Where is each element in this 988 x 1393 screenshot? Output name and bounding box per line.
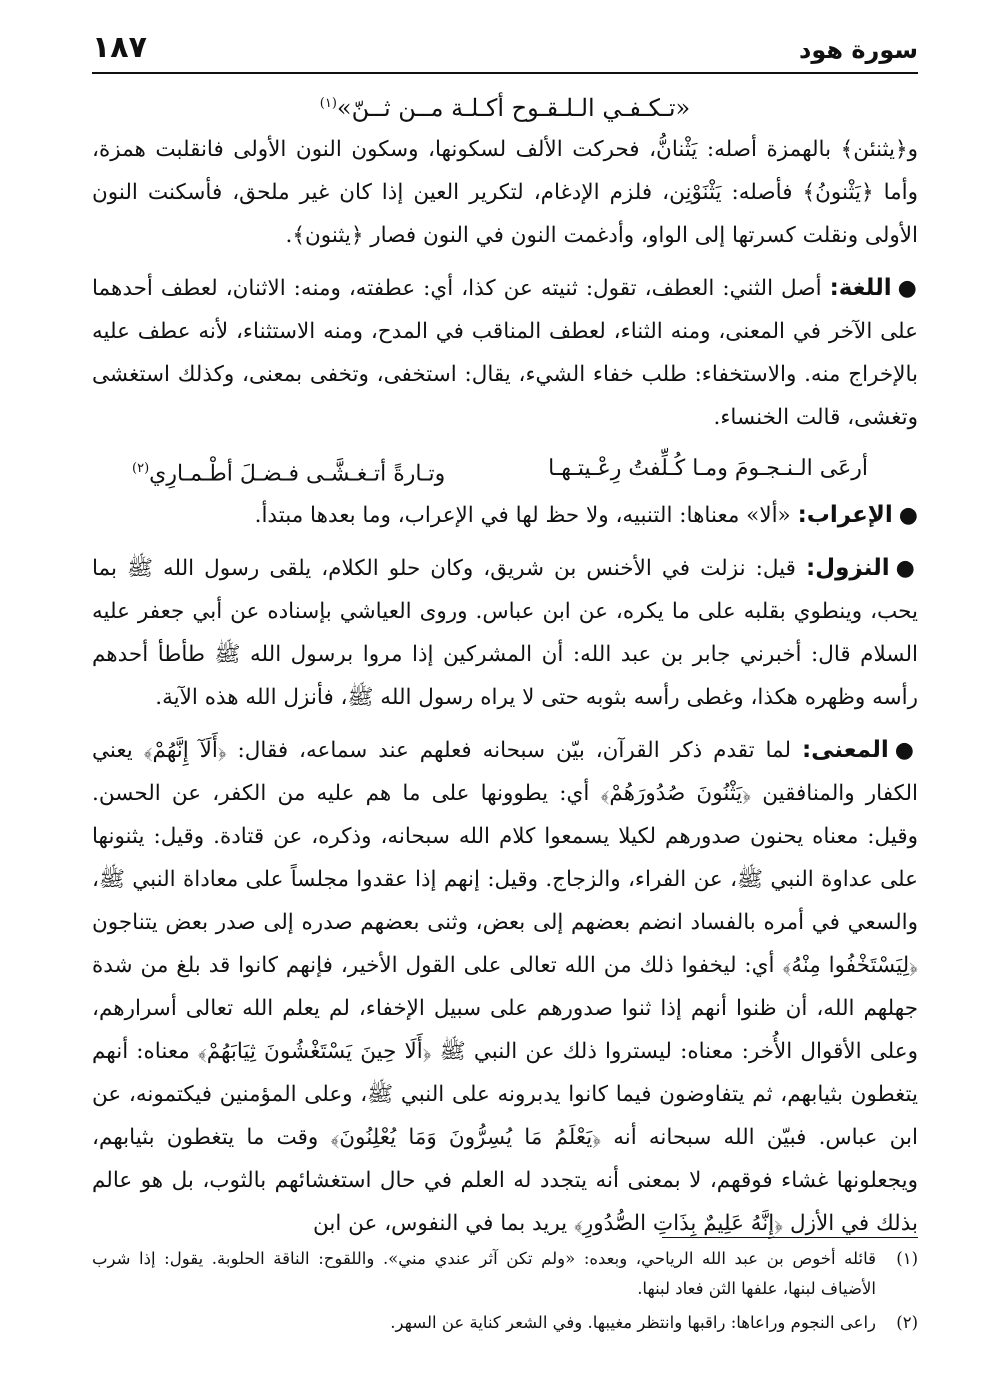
- section-irab: [92, 494, 918, 537]
- section-title: النزول:: [805, 555, 890, 582]
- section-title: الإعراب:: [797, 502, 893, 529]
- footnote-text: راعى النجوم وراعاها: راقبها وانتظر مغيبها. وفي الشعر كناية عن السهر.: [390, 1313, 876, 1332]
- footnote-number: (٢): [896, 1313, 918, 1332]
- section-nuzul: [92, 547, 918, 719]
- page-header: [92, 28, 918, 74]
- poetry-second-hemistich: وتـارةً أتـغـشَّـى فـضـلَ أطْـمـارِي: [149, 461, 446, 487]
- section-body: لما تقدم ذكر القرآن، بيّن سبحانه فعلهم عند سماعه، فقال: ﴿أَلَآ إِنَّهُمْ﴾ يعني الكفار والمنافقين ﴿يَثْنُونَ صُدُورَهُمْ﴾ أي: يطوونها على ما هم عليه من الكفر، عن الحسن. وقيل: معناه يحنون صدورهم لكيلا يسمعوا كلام الله سبحانه، وذكره، عن قتادة. وقيل: يثنونها على عداوة النبي ﷺ، عن الفراء، والزجاج. وقيل: إنهم إذا عقدوا مجلساً على معاداة النبي ﷺ، والسعي في أمره بالفساد انضم بعضهم إلى بعض، وثنى بعضهم صدره إلى صدر بعض يتناجون ﴿لِيَسْتَخْفُوا مِنْهُ﴾ أي: ليخفوا ذلك من الله تعالى على القول الأخير، فإنهم كانوا قد بلغ من شدة جهلهم الله، أن ظنوا أنهم إذا ثنوا صدورهم على سبيل الإخفاء، لم يعلم الله تعالى أسرارهم، وعلى الأقوال الأُخر: معناه: ليستروا ذلك عن النبي ﷺ ﴿أَلَا حِينَ يَسْتَغْشُونَ ثِيَابَهُمْ﴾ معناه: أنهم يتغطون بثيابهم، ثم يتفاوضون فيما كانوا يدبرونه على النبي ﷺ، وعلى المؤمنين فيكتمونه، عن ابن عباس. فبيّن الله سبحانه أنه ﴿يَعْلَمُ مَا يُسِرُّونَ وَمَا يُعْلِنُونَ﴾ وقت ما يتغطون بثيابهم، ويجعلونها غشاء فوقهم، لا بمعنى أنه يتجدد له العلم في حال استغشائهم بالثوب، بل هو عالم بذلك في الأزل ﴿إِنَّهُ عَلِيمٌ بِذَاتِ الصُّدُورِ﴾ يريد بما في النفوس، عن ابن: [92, 738, 918, 1237]
- bullet-icon: ●: [894, 738, 918, 764]
- footnote-item: [92, 1308, 918, 1338]
- section-lugha: [92, 267, 918, 439]
- poetry-verse: [92, 449, 918, 494]
- page-number: ١٨٧: [92, 30, 147, 65]
- section-title: اللغة:: [829, 275, 892, 301]
- verse-line: [92, 84, 918, 128]
- poetry-second-hemistich-wrap: [132, 449, 445, 494]
- footnote-ref[interactable]: (١): [319, 96, 337, 111]
- section-title: المعنى:: [801, 737, 889, 764]
- verse-text: «تـكـفـي الـلـقـوح أكـلـة مــن ثــنّ»: [336, 94, 691, 122]
- footnote-number: (١): [896, 1249, 918, 1268]
- section-body: قيل: نزلت في الأخنس بن شريق، وكان حلو الكلام، يلقى رسول الله ﷺ بما يحب، وينطوي بقلبه على ما يكره، عن ابن عباس. وروى العياشي بإسناده عن أبي جعفر عليه السلام قال: أخبرني جابر بن عبد الله: أن المشركين إذا مروا برسول الله ﷺ طأطأ أحدهم رأسه وظهره هكذا، وغطى رأسه بثوبه حتى لا يراه رسول الله ﷺ، فأنزل الله هذه الآية.: [92, 556, 918, 711]
- footnotes: [92, 1237, 918, 1338]
- section-body: أصل الثني: العطف، تقول: ثنيته عن كذا، أي: عطفته، ومنه: الاثنان، لعطف أحدهما على الآخر في المعنى، ومنه الثناء، لعطف المناقب في المدح، ومنه الاستثناء، لأنه عطف عليه بالإخراج منه. والاستخفاء: طلب خفاء الشيء، يقال: استخفى، وتخفى بمعنى، وكذلك استغشى وتغشى، قالت الخنساء.: [92, 276, 918, 430]
- footnote-item: [92, 1244, 918, 1304]
- morphology-paragraph: و﴿يثنئن﴾ بالهمزة أصله: يَثْنانُّ، فحركت الألف لسكونها، وسكون النون الأولى فانقلبت همزة، وأما ﴿يَثْنونُ﴾ فأصله: يَثْنَوْنِن، فلزم الإدغام، لتكرير العين إذا كان غير ملحق، فأسكنت النون الأولى ونقلت كسرتها إلى الواو، وأدغمت النون في النون فصار ﴿يثنون﴾.: [92, 137, 918, 248]
- bullet-icon: ●: [895, 556, 918, 582]
- bullet-icon: ●: [897, 276, 919, 301]
- section-mana: [92, 729, 918, 1245]
- section-body: «ألا» معناها: التنبيه، ولا حظ لها في الإعراب، وما بعدها مبتدأ.: [254, 503, 791, 529]
- bullet-icon: ●: [898, 503, 918, 529]
- footnote-ref[interactable]: (٢): [132, 461, 150, 476]
- surah-title: سورة هود: [799, 36, 918, 64]
- book-page: [92, 28, 918, 1245]
- poetry-first-hemistich: أرعَى الـنـجـومَ ومـا كُـلِّفتُ رِعْـيتـهـا: [548, 456, 868, 481]
- footnote-divider: [662, 1237, 918, 1238]
- footnote-text: قائله أخوص بن عبد الله الرياحي، وبعده: «ولم تكن آثر عندي مني». واللقوح: الناقة الحلوبة. يقول: إذا شرب الأضياف لبنها، علفها الثن فعاد لبنها.: [92, 1249, 876, 1298]
